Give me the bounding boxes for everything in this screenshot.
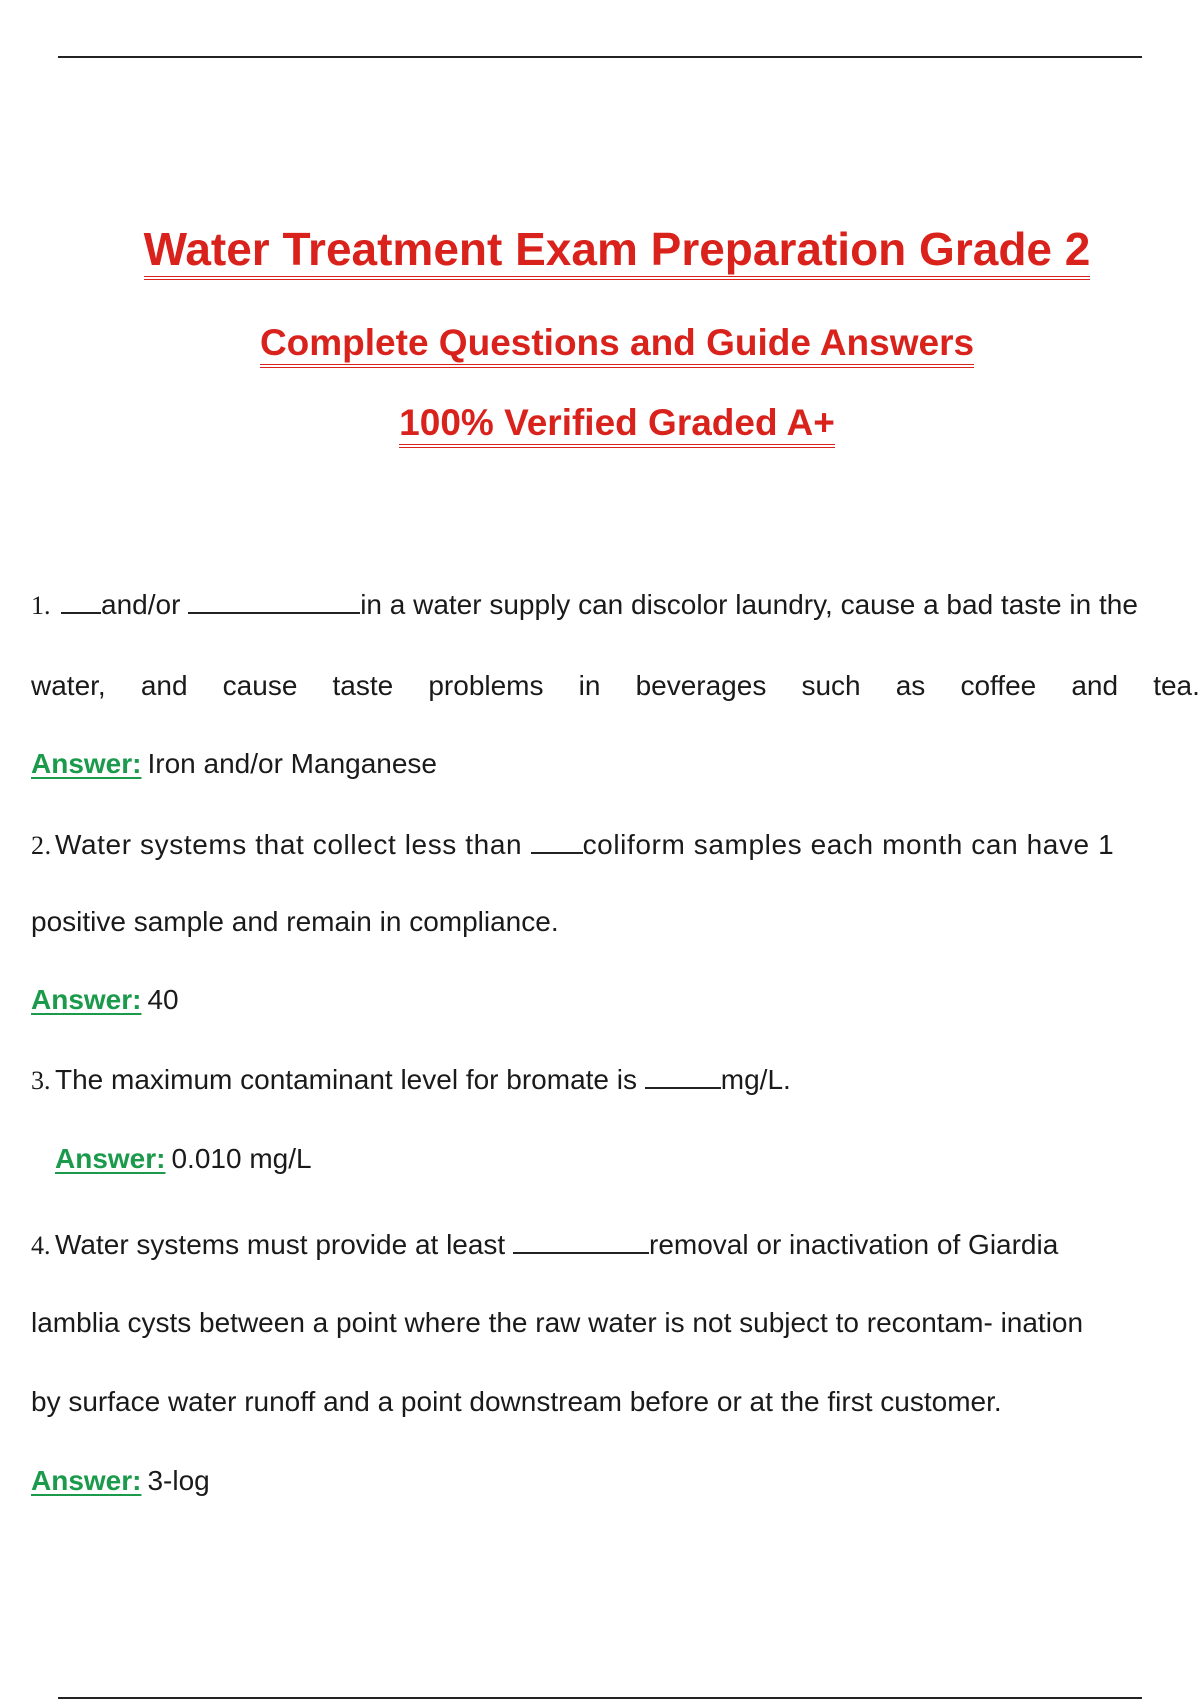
answer-label: Answer: bbox=[31, 984, 142, 1015]
question-number: 3. bbox=[31, 1066, 51, 1095]
question-text: mg/L. bbox=[720, 1064, 791, 1095]
question-3-line-1 bbox=[31, 1061, 791, 1099]
word: tea. bbox=[1153, 670, 1200, 701]
question-1-answer bbox=[31, 746, 437, 782]
answer-value: Iron and/or Manganese bbox=[147, 748, 437, 779]
word: problems bbox=[428, 670, 544, 701]
word: water, bbox=[31, 670, 106, 701]
word: and bbox=[1071, 670, 1119, 701]
question-3-answer bbox=[55, 1141, 312, 1177]
answer-label: Answer: bbox=[55, 1143, 166, 1174]
question-text: and/or bbox=[101, 589, 181, 620]
question-text: The maximum contaminant level for bromate is bbox=[55, 1064, 637, 1095]
question-2-line-2: positive sample and remain in compliance. bbox=[31, 906, 559, 937]
answer-value: 3-log bbox=[147, 1465, 210, 1496]
question-text: coliform samples each month can have 1 bbox=[582, 829, 1115, 860]
question-4-line-2: lamblia cysts between a point where the raw water is not subject to recontam- ination bbox=[31, 1307, 1084, 1338]
question-text: Water systems must provide at least bbox=[55, 1229, 506, 1260]
top-divider bbox=[58, 56, 1142, 58]
question-text: in a water supply can discolor laundry, cause a bad taste in the bbox=[360, 589, 1138, 620]
question-2-line-1 bbox=[31, 826, 1114, 864]
document-subtitle: Complete Questions and Guide Answers bbox=[0, 322, 1200, 364]
question-2-answer bbox=[31, 982, 179, 1018]
question-4-line-1 bbox=[31, 1226, 1058, 1264]
question-4-answer bbox=[31, 1463, 210, 1499]
answer-blank bbox=[61, 586, 101, 614]
answer-blank bbox=[513, 1226, 649, 1254]
answer-label: Answer: bbox=[31, 748, 142, 779]
answer-label: Answer: bbox=[31, 1465, 142, 1496]
question-number: 1. bbox=[31, 591, 51, 620]
word: in bbox=[578, 670, 601, 701]
word: beverages bbox=[635, 670, 767, 701]
question-1-line-1 bbox=[31, 586, 1138, 624]
bottom-divider bbox=[58, 1697, 1142, 1699]
word: as bbox=[895, 670, 926, 701]
word: coffee bbox=[960, 670, 1037, 701]
word: cause bbox=[222, 670, 298, 701]
question-text: removal or inactivation of Giardia bbox=[649, 1229, 1059, 1260]
word: taste bbox=[332, 670, 394, 701]
question-number: 2. bbox=[31, 831, 52, 860]
answer-blank bbox=[531, 826, 583, 854]
question-text: Water systems that collect less than bbox=[55, 829, 523, 860]
question-number: 4. bbox=[31, 1231, 51, 1260]
answer-blank bbox=[188, 586, 360, 614]
document-tagline: 100% Verified Graded A+ bbox=[0, 402, 1200, 444]
word: and bbox=[140, 670, 188, 701]
question-4-line-3: by surface water runoff and a point downstream before or at the first customer. bbox=[31, 1386, 1002, 1417]
answer-value: 40 bbox=[147, 984, 179, 1015]
document-title: Water Treatment Exam Preparation Grade 2 bbox=[0, 222, 1200, 276]
answer-value: 0.010 mg/L bbox=[171, 1143, 312, 1174]
question-1-line-2 bbox=[31, 668, 1200, 704]
answer-blank bbox=[645, 1061, 721, 1089]
word: such bbox=[801, 670, 861, 701]
